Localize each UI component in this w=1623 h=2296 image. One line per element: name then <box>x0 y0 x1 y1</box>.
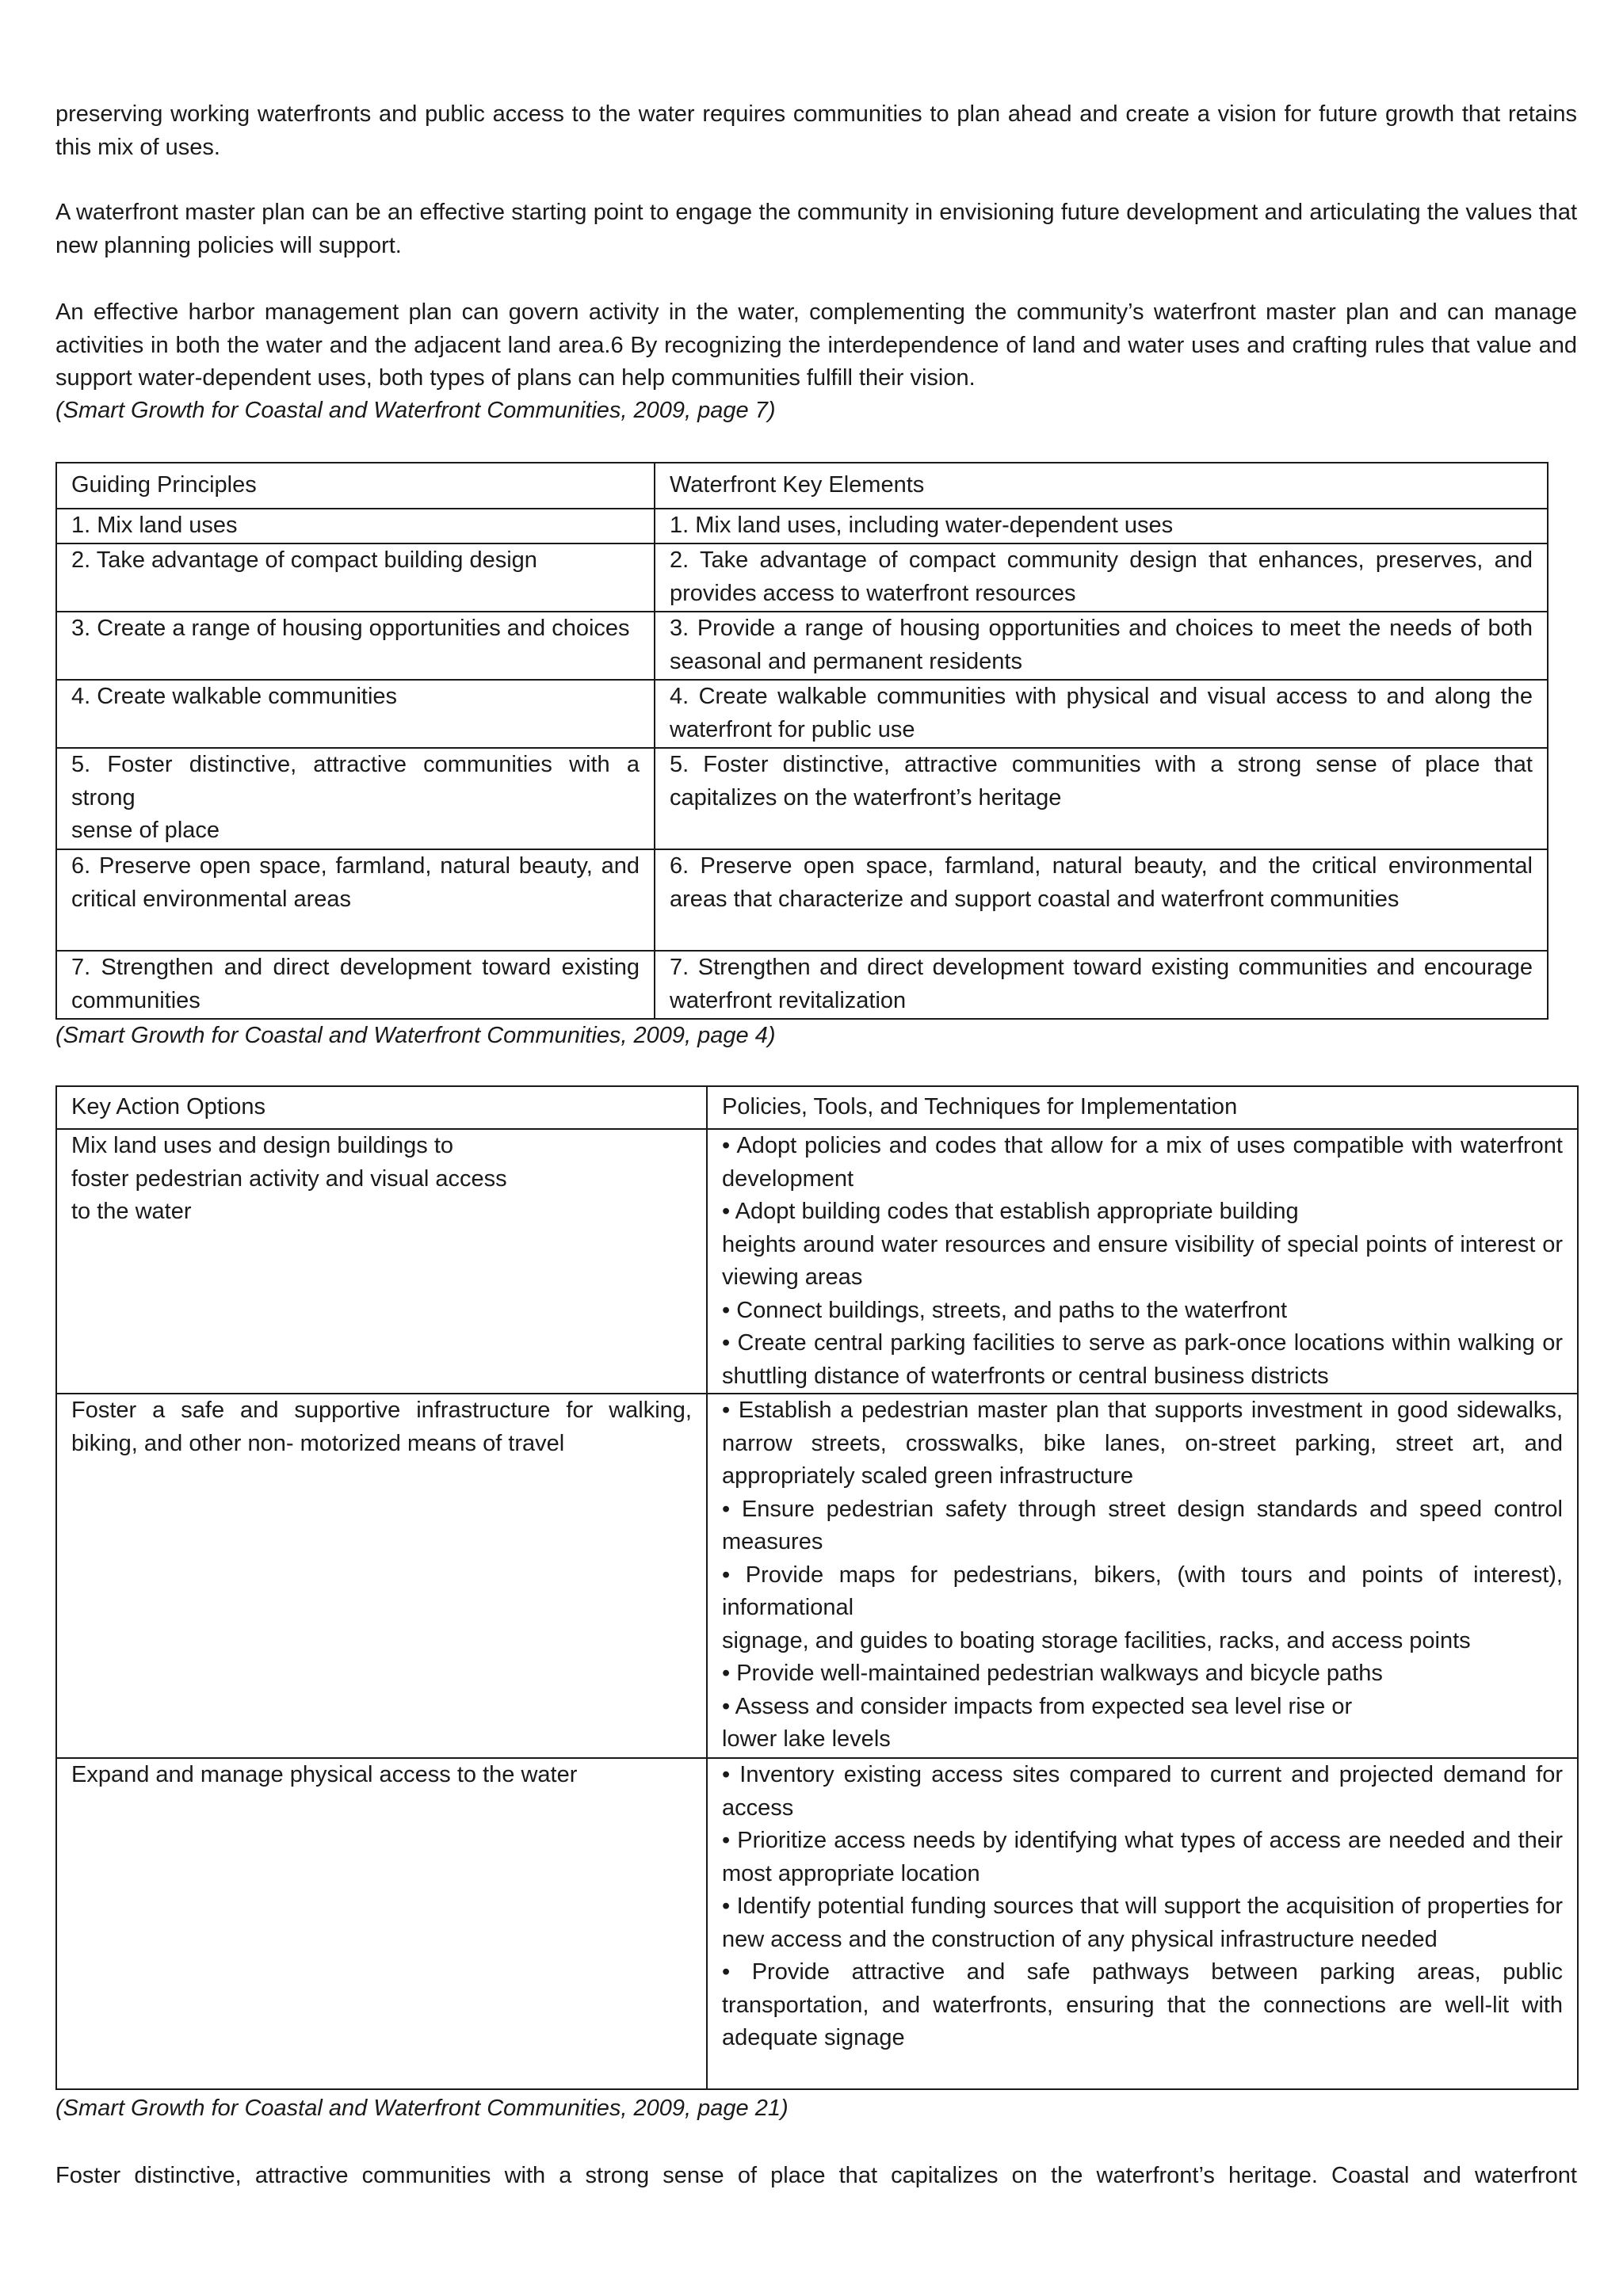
paragraph-harbor-plan: An effective harbor management plan can govern activity in the water, complementing the community’s waterfront master plan and can manage activities in both the water and the adjacent land area.6 By recognizing the interdependence of land and water uses and crafting rules that value and support water-dependent uses, both types of plans can help communities fulfill their vision. <box>55 299 1577 391</box>
table-cell <box>56 951 655 1019</box>
bullet-item: • Provide attractive and safe pathways between parking areas, public transportation, and waterfronts, ensuring that the connections are well-lit with adequate signage <box>722 1959 1563 2050</box>
bullet-item: lower lake levels <box>722 1726 891 1752</box>
cell-line: foster pedestrian activity and visual access <box>71 1165 507 1192</box>
table-row <box>56 849 1548 951</box>
cell-line: Expand and manage physical access to the water <box>71 1762 578 1787</box>
cell-line: 7. Strengthen and direct development toward existing communities <box>71 955 640 1013</box>
table-cell <box>56 1129 707 1394</box>
bullet-item: signage, and guides to boating storage facilities, racks, and access points <box>722 1627 1471 1653</box>
bullet-item: • Assess and consider impacts from expected sea level rise or <box>722 1693 1353 1719</box>
table-header-cell: Policies, Tools, and Techniques for Implementation <box>707 1086 1578 1129</box>
table-cell <box>56 748 655 849</box>
table-cell <box>56 543 655 612</box>
bullet-item: • Establish a pedestrian master plan that supports investment in good sidewalks, narrow streets, crosswalks, bike lanes, on-street parking, street art, and appropriately scaled green infrastructure <box>722 1398 1563 1489</box>
bullet-item: • Ensure pedestrian safety through street design standards and speed control measures <box>722 1496 1563 1554</box>
table-row <box>56 748 1548 849</box>
table-row <box>56 1129 1578 1394</box>
table-cell <box>56 849 655 951</box>
table-row <box>56 680 1548 748</box>
guiding-principles-table <box>55 462 1549 1020</box>
cell-line: Foster a safe and supportive infrastructure for walking, biking, and other non- motorized means of travel <box>71 1398 692 1456</box>
table-cell <box>707 1129 1578 1394</box>
table-cell: 2. Take advantage of compact community design that enhances, preserves, and provides access to waterfront resources <box>655 543 1548 612</box>
table-row <box>56 951 1548 1019</box>
cell-line: 4. Create walkable communities <box>71 684 398 709</box>
bullet-item: heights around water resources and ensure visibility of special points of interest or viewing areas <box>722 1231 1563 1290</box>
bullet-item: • Connect buildings, streets, and paths to the waterfront <box>722 1297 1288 1323</box>
table-cell <box>56 509 655 543</box>
bullet-item: • Provide well-maintained pedestrian walkways and bicycle paths <box>722 1661 1383 1686</box>
table-header-cell: Guiding Principles <box>56 463 655 509</box>
bullet-item: • Prioritize access needs by identifying what types of access are needed and their most appropriate location <box>722 1828 1563 1886</box>
table-header-cell: Waterfront Key Elements <box>655 463 1548 509</box>
paragraph-master-plan: A waterfront master plan can be an effective starting point to engage the community in envisioning future development and articulating the values that new planning policies will support. <box>55 200 1577 258</box>
table-cell: 3. Provide a range of housing opportunities and choices to meet the needs of both seasonal and permanent residents <box>655 612 1548 680</box>
table-row <box>56 543 1548 612</box>
table-cell <box>56 680 655 748</box>
bullet-item: • Create central parking facilities to serve as park-once locations within walking or shuttling distance of waterfronts or central business districts <box>722 1330 1563 1389</box>
cell-line: 2. Take advantage of compact building design <box>71 547 537 573</box>
paragraph-foster-distinctive: Foster distinctive, attractive communities with a strong sense of place that capitalizes on the waterfront’s heritage. Coastal and waterfront <box>55 2163 1577 2188</box>
bullet-item: • Adopt building codes that establish appropriate building <box>722 1199 1299 1224</box>
table-header-row <box>56 1086 1578 1129</box>
table-cell <box>707 1394 1578 1758</box>
table-header-cell: Key Action Options <box>56 1086 707 1129</box>
cell-line: 5. Foster distinctive, attractive communities with a strong <box>71 752 640 810</box>
paragraph-intro: preserving working waterfronts and public access to the water requires communities to plan ahead and create a vision for future growth that retains this mix of uses. <box>55 101 1577 160</box>
bullet-item: • Inventory existing access sites compared to current and projected demand for access <box>722 1762 1563 1821</box>
table-cell: 7. Strengthen and direct development toward existing communities and encourage waterfront revitalization <box>655 951 1548 1019</box>
cell-line: 6. Preserve open space, farmland, natural beauty, and critical environmental areas <box>71 853 640 912</box>
table-row <box>56 509 1548 543</box>
citation-page-21: (Smart Growth for Coastal and Waterfront Communities, 2009, page 21) <box>55 2096 789 2121</box>
table-cell <box>56 1758 707 2089</box>
table-row <box>56 1758 1578 2089</box>
cell-line: 3. Create a range of housing opportunities and choices <box>71 616 630 641</box>
cell-line: 1. Mix land uses <box>71 513 238 538</box>
table-cell <box>56 612 655 680</box>
table-row <box>56 612 1548 680</box>
key-action-options-table <box>55 1085 1579 2090</box>
cell-line: to the water <box>71 1199 192 1224</box>
citation-page-4: (Smart Growth for Coastal and Waterfront Communities, 2009, page 4) <box>55 1023 776 1048</box>
table-header-row <box>56 463 1548 509</box>
bullet-item: • Adopt policies and codes that allow for a mix of uses compatible with waterfront development <box>722 1133 1563 1192</box>
cell-line: sense of place <box>71 818 220 843</box>
table-cell <box>707 1758 1578 2089</box>
cell-line: Mix land uses and design buildings to <box>71 1133 454 1158</box>
table-cell <box>56 1394 707 1758</box>
table-cell: 4. Create walkable communities with physical and visual access to and along the waterfront for public use <box>655 680 1548 748</box>
citation-page-7: (Smart Growth for Coastal and Waterfront Communities, 2009, page 7) <box>55 398 776 423</box>
table-cell: 5. Foster distinctive, attractive communities with a strong sense of place that capitalizes on the waterfront’s heritage <box>655 748 1548 849</box>
table-row <box>56 1394 1578 1758</box>
bullet-item: • Identify potential funding sources that will support the acquisition of properties for new access and the construction of any physical infrastructure needed <box>722 1894 1563 1952</box>
bullet-item: • Provide maps for pedestrians, bikers, (with tours and points of interest), informational <box>722 1562 1563 1620</box>
table-cell: 6. Preserve open space, farmland, natural beauty, and the critical environmental areas that characterize and support coastal and waterfront communities <box>655 849 1548 951</box>
table-cell: 1. Mix land uses, including water-dependent uses <box>655 509 1548 543</box>
